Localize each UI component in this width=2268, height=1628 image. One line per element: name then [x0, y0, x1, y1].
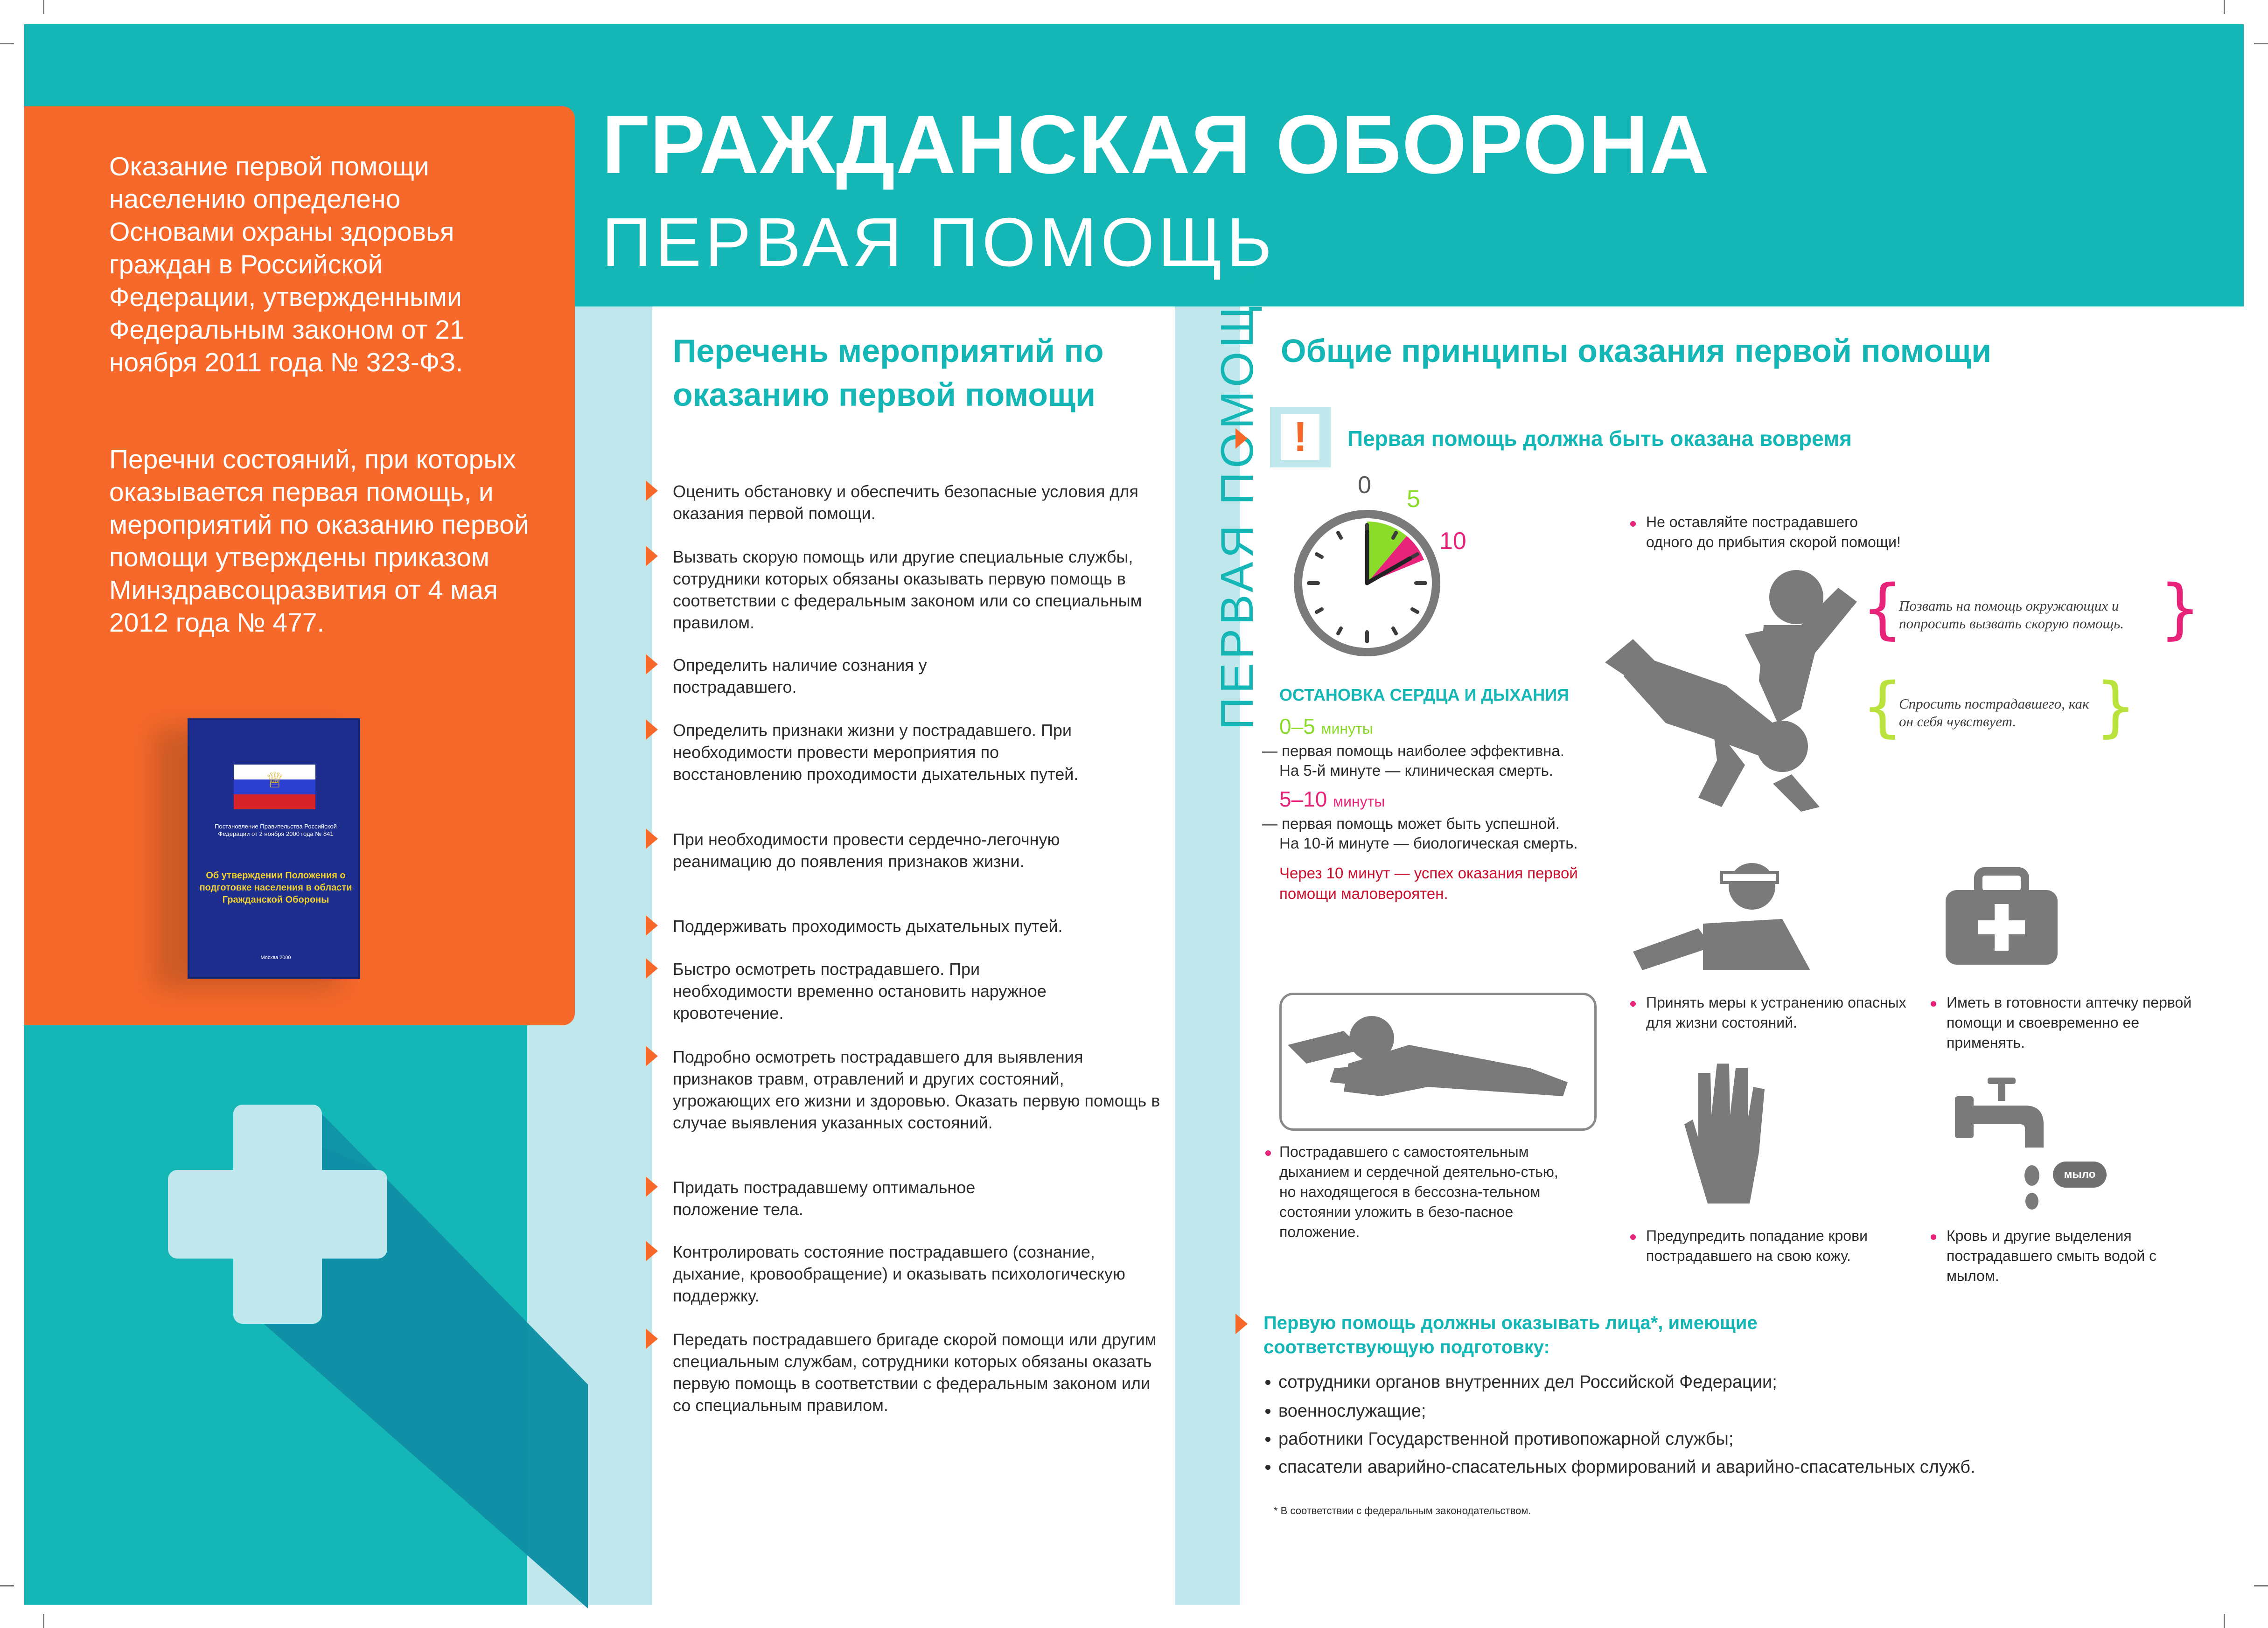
phase-2-line-2: На 10-й минуте — биологическая смерть. — [1279, 835, 1578, 852]
measure-item: При необходимости провести сердечно-легочную реанимацию до появления признаков жизни. — [673, 830, 1060, 871]
recovery-position-icon — [1288, 1012, 1568, 1096]
arrest-heading: ОСТАНОВКА СЕРДЦА И ДЫХАНИЯ — [1279, 685, 1570, 704]
orange-arrow-icon — [646, 654, 658, 675]
crop-mark — [2254, 43, 2268, 44]
measure-item: Придать пострадавшему оптимальное положение тела. — [673, 1178, 976, 1219]
crop-mark — [0, 43, 14, 44]
orange-arrow-icon — [646, 958, 658, 979]
trained-item: работники Государственной противопожарной службы; — [1278, 1429, 1734, 1449]
bandaged-victim-icon — [1633, 858, 1820, 970]
intro-paragraph-order: Перечни состояний, при которых оказывается первая помощь, и мероприятий по оказанию первой помощи утверждены приказом Минздравсоцразвития от 4 мая 2012 года № 477. — [109, 445, 529, 638]
orange-arrow-icon — [1235, 1314, 1248, 1334]
measure-item: Передать пострадавшего бригаде скорой помощи или другим специальным службам, сотрудники которых обязаны оказать первую помощь в соответствии с федеральным законом или со специальным правилом. — [673, 1330, 1157, 1415]
clock-label-zero: 0 — [1358, 472, 1371, 499]
bullet-icon — [1265, 1465, 1270, 1470]
orange-arrow-icon — [646, 915, 658, 936]
faucet-icon — [1955, 1078, 2048, 1208]
crop-mark — [43, 0, 44, 14]
left-brace-icon: { — [1862, 669, 1904, 745]
measure-item: Оценить обстановку и обеспечить безопасные условия для оказания первой помощи. — [673, 482, 1138, 523]
orange-arrow-icon — [1235, 428, 1248, 449]
exclamation-icon — [1270, 407, 1331, 467]
book-subtitle: Постановление Правительства Российской Федерации от 2 ноября 2000 года № 841 — [215, 823, 337, 837]
right-brace-icon: } — [2095, 669, 2137, 745]
medical-plus-icon — [168, 1095, 397, 1324]
clock-icon — [1278, 466, 1466, 676]
eliminate-text: Принять меры к устранению опасных для жизни состояний. — [1646, 994, 1906, 1031]
orange-arrow-icon — [646, 828, 658, 849]
crop-mark — [2254, 1585, 2268, 1586]
page-title: ГРАЖДАНСКАЯ ОБОРОНА — [602, 98, 1710, 191]
orange-arrow-icon — [646, 546, 658, 566]
phase-1-unit: минуты — [1321, 720, 1373, 737]
phase-2-line-1: — первая помощь может быть успешной. — [1262, 815, 1560, 832]
gloves-text: Предупредить попадание крови пострадавшего на свою кожу. — [1646, 1227, 1868, 1264]
wash-text: Кровь и другие выделения пострадавшего смыть водой с мылом. — [1947, 1227, 2157, 1284]
book-title: Об утверждении Положения о подготовке населения в области Гражданской Обороны — [199, 870, 352, 905]
soap-label: мыло — [2053, 1162, 2107, 1188]
first-aid-kit-icon — [1946, 871, 2058, 965]
principles-heading: Общие принципы оказания первой помощи — [1281, 333, 1992, 369]
bullet-icon — [1265, 1437, 1270, 1442]
bullet-icon — [1931, 1001, 1936, 1007]
dont-leave-text: Не оставляйте пострадавшего одного до прибытия скорой помощи! — [1646, 514, 1901, 550]
measure-item: Быстро осмотреть пострадавшего. При необходимости временно остановить наружное кровотечение. — [673, 960, 1047, 1023]
rescuer-pictogram — [1605, 569, 1848, 812]
recovery-text: Пострадавшего с самостоятельным дыханием и сердечной деятельно-стью, но находящегося в бессозна-тельном состоянии уложить в безо-пасное положение. — [1279, 1143, 1558, 1240]
ask-victim-callout: Спросить пострадавшего, как он себя чувствует. — [1899, 696, 2089, 730]
page-subtitle: ПЕРВАЯ ПОМОЩЬ — [602, 204, 1276, 281]
measure-item: Поддерживать проходимость дыхательных путей. — [673, 917, 1063, 936]
bullet-icon — [1265, 1409, 1270, 1414]
bullet-icon — [1931, 1234, 1936, 1240]
trained-item: спасатели аварийно-спасательных формирований и аварийно-спасательных служб. — [1278, 1457, 1975, 1477]
crop-mark — [2224, 0, 2225, 14]
crop-mark — [2224, 1614, 2225, 1628]
phase-2-unit: минуты — [1333, 793, 1385, 810]
phase-1-range: 0–5 — [1279, 714, 1315, 738]
phase-1-heading — [1279, 714, 1373, 741]
first-aid-kit-text: Иметь в готовности аптечку первой помощи и своевременно ее применять. — [1947, 994, 2192, 1051]
exclamation-mark: ! — [1281, 414, 1319, 460]
trained-item: военнослужащие; — [1278, 1401, 1426, 1421]
trained-item: сотрудники органов внутренних дел Российской Федерации; — [1278, 1372, 1777, 1392]
bullet-icon — [1630, 1234, 1636, 1240]
phase-1-line-2: На 5-й минуте — клиническая смерть. — [1279, 762, 1553, 779]
bullet-icon — [1630, 1001, 1636, 1007]
footnote: * В соответствии с федеральным законодательством. — [1274, 1505, 1531, 1517]
right-brace-icon: } — [2159, 571, 2201, 647]
phase-1-line-1: — первая помощь наиболее эффективна. — [1262, 742, 1564, 759]
book-footer: Москва 2000 — [260, 955, 291, 960]
measures-heading: Перечень мероприятий по оказанию первой помощи — [673, 333, 1104, 413]
glove-icon — [1684, 1064, 1768, 1204]
phase-warning: Через 10 минут — успех оказания первой помощи маловероятен. — [1279, 864, 1578, 902]
regulation-book-image — [188, 718, 360, 979]
orange-arrow-icon — [646, 1329, 658, 1349]
call-help-callout: Позвать на помощь окружающих и попросить вызвать скорую помощь. — [1899, 598, 2124, 632]
intro-paragraph-law: Оказание первой помощи населению определено Основами охраны здоровья граждан в Российской Федерации, утвержденными Федеральным законом от 21 ноября 2011 года № 323-ФЗ. — [109, 152, 465, 377]
bullet-icon — [1265, 1380, 1270, 1385]
trained-heading: Первую помощь должны оказывать лица*, имеющие соответствующую подготовку: — [1263, 1313, 1758, 1357]
coat-of-arms-icon: ♕ — [265, 768, 285, 792]
bullet-icon — [1265, 1150, 1271, 1156]
phase-2-heading — [1279, 786, 1385, 814]
phase-2-range: 5–10 — [1279, 787, 1327, 811]
measure-item: Подробно осмотреть пострадавшего для выявления признаков травм, отравлений и других состояний, угрожающих его жизни и здоровью. Оказать первую помощь в случае выявления указанных состояний. — [673, 1047, 1160, 1132]
clock-label-five: 5 — [1407, 486, 1420, 513]
orange-arrow-icon — [646, 719, 658, 740]
orange-arrow-icon — [646, 1176, 658, 1197]
timing-heading: Первая помощь должна быть оказана вовремя — [1347, 426, 1852, 451]
measure-item: Вызвать скорую помощь или другие специальные службы, сотрудники которых обязаны оказывать первую помощь в соответствии с федеральным законом или со специальным правилом. — [673, 547, 1142, 632]
left-brace-icon: { — [1862, 571, 1904, 647]
clock-label-ten: 10 — [1439, 528, 1466, 555]
orange-arrow-icon — [646, 1046, 658, 1066]
vertical-section-label: ПЕРВАЯ ПОМОЩЬ — [1211, 267, 1263, 730]
measure-item: Определить признаки жизни у пострадавшего. При необходимости провести мероприятия по восстановлению проходимости дыхательных путей. — [673, 721, 1079, 784]
orange-arrow-icon — [646, 480, 658, 501]
bullet-icon — [1630, 521, 1636, 527]
crop-mark — [43, 1614, 44, 1628]
measure-item: Контролировать состояние пострадавшего (сознание, дыхание, кровообращение) и оказывать психологическую поддержку. — [673, 1242, 1125, 1305]
crop-mark — [0, 1585, 14, 1586]
orange-arrow-icon — [646, 1241, 658, 1261]
measure-item: Определить наличие сознания у пострадавшего. — [673, 655, 927, 696]
